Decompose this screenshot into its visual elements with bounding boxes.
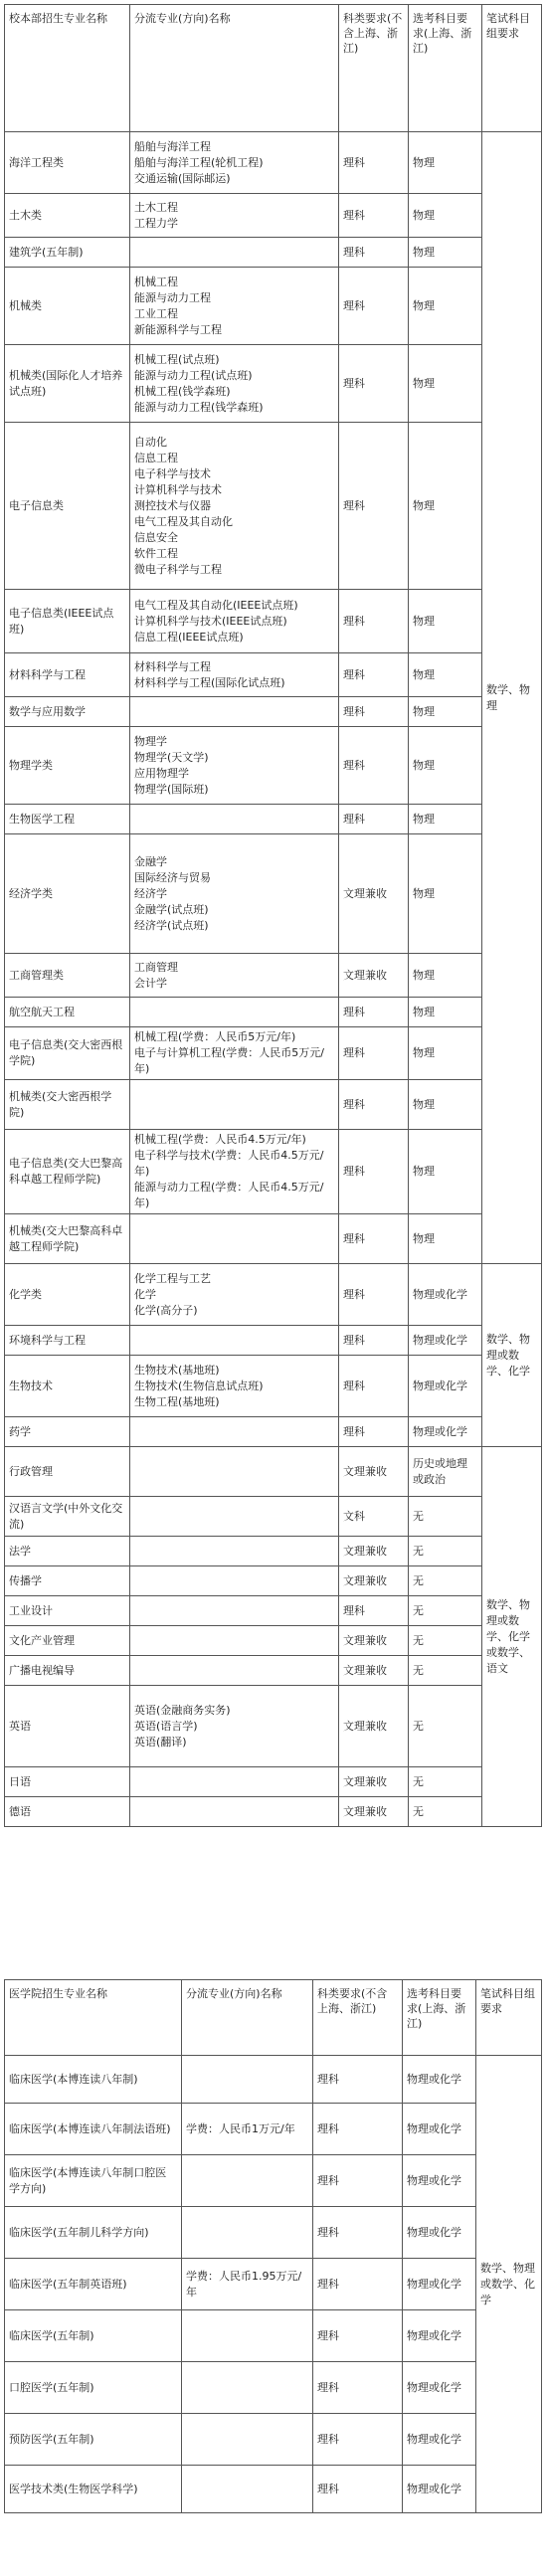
sub-major-item: 经济学 [134,886,167,900]
sub-majors [130,805,339,834]
major-name: 海洋工程类 [5,132,130,194]
category-requirement: 文理兼收 [339,1447,409,1497]
major-name: 建筑学(五年制) [5,238,130,268]
sub-majors [130,697,339,727]
table-row [5,1797,542,1827]
subject-requirement: 物理 [409,345,482,423]
sub-major-item: 工商管理 [134,960,178,974]
category-requirement: 理科 [313,2207,403,2259]
sub-majors [130,1264,339,1326]
sub-majors [130,132,339,194]
major-name: 传播学 [5,1566,130,1596]
major-name: 汉语言文学(中外文化交流) [5,1497,130,1537]
written-subject-group: 数学、物理或数学、化学 [482,1264,542,1447]
category-requirement: 理科 [339,1417,409,1447]
major-name: 电子信息类(交大密西根学院) [5,1027,130,1080]
major-name: 临床医学(五年制儿科学方向) [5,2207,182,2259]
table-row [5,1027,542,1080]
major-name: 化学类 [5,1264,130,1326]
sub-major-item: 材料科学与工程(国际化试点班) [134,675,285,689]
category-requirement: 理科 [339,268,409,345]
table-row [5,998,542,1027]
sub-majors [130,1356,339,1417]
sub-majors [130,954,339,998]
sub-major-item: 物理学(国际班) [134,782,209,796]
category-requirement: 理科 [339,998,409,1027]
table-row [5,1447,542,1497]
subject-requirement: 物理 [409,998,482,1027]
sub-majors [130,727,339,805]
subject-requirement: 物理 [409,834,482,954]
subject-requirement: 物理或化学 [403,2466,476,2513]
table-row [5,2259,542,2310]
sub-majors [130,1326,339,1356]
sub-major-item: 机械工程(试点班) [134,352,220,366]
major-name: 电子信息类(交大巴黎高科卓越工程师学院) [5,1130,130,1214]
sub-major-item: 微电子科学与工程 [134,562,222,576]
sub-major-item: 能源与动力工程(学费：人民币4.5万元/年) [134,1181,324,1209]
subject-requirement: 物理 [409,1027,482,1080]
table-row [5,1264,542,1326]
sub-major-item: 能源与动力工程(钱学森班) [134,400,264,414]
major-name: 日语 [5,1767,130,1797]
major-name: 土木类 [5,194,130,238]
subject-requirement: 物理 [409,132,482,194]
sub-majors [130,1497,339,1537]
major-name: 临床医学(五年制) [5,2310,182,2362]
table-row [5,2310,542,2362]
table-row [5,653,542,697]
category-requirement: 理科 [339,1264,409,1326]
table-header [5,1980,542,2056]
table-row [5,1356,542,1417]
subject-requirement: 物理或化学 [403,2155,476,2207]
sub-majors [130,998,339,1027]
major-name: 行政管理 [5,1447,130,1497]
sub-majors [130,1767,339,1797]
written-subject-group: 数学、物理 [482,132,542,1264]
table-row [5,423,542,590]
sub-majors [130,653,339,697]
subject-requirement: 物理或化学 [403,2056,476,2104]
category-requirement: 理科 [339,1356,409,1417]
sub-major-item: 交通运输(国际邮运) [134,171,231,185]
header-major: 医学院招生专业名称 [5,1980,182,2056]
subject-requirement: 物理 [409,1080,482,1130]
subject-requirement: 无 [409,1656,482,1686]
header-sub: 分流专业(方向)名称 [130,5,339,132]
subject-requirement: 物理或化学 [403,2362,476,2414]
category-requirement: 理科 [339,653,409,697]
category-requirement: 理科 [339,1130,409,1214]
subject-requirement: 历史或地理或政治 [409,1447,482,1497]
table-row [5,2362,542,2414]
sub-major-note [182,2310,313,2362]
category-requirement: 理科 [313,2155,403,2207]
category-requirement: 理科 [339,805,409,834]
subject-requirement: 无 [409,1596,482,1626]
table-row [5,805,542,834]
sub-major-item: 电子科学与技术 [134,466,211,480]
major-name: 工业设计 [5,1596,130,1626]
table-row [5,345,542,423]
table-row [5,1626,542,1656]
major-name: 材料科学与工程 [5,653,130,697]
table-row [5,1596,542,1626]
major-name: 预防医学(五年制) [5,2414,182,2466]
sub-majors [130,345,339,423]
sub-major-item: 测控技术与仪器 [134,498,211,512]
major-name: 临床医学(本博连读八年制口腔医学方向) [5,2155,182,2207]
subject-requirement: 物理或化学 [403,2310,476,2362]
major-name: 物理学类 [5,727,130,805]
sub-majors [130,1797,339,1827]
category-requirement: 理科 [339,697,409,727]
major-name: 临床医学(五年制英语班) [5,2259,182,2310]
category-requirement: 理科 [339,238,409,268]
table-row [5,2104,542,2155]
category-requirement: 理科 [339,1326,409,1356]
sub-major-item: 新能源科学与工程 [134,322,222,336]
table-row [5,132,542,194]
sub-majors [130,1566,339,1596]
sub-major-item: 化学 [134,1287,156,1301]
sub-majors [130,1686,339,1767]
header-major: 校本部招生专业名称 [5,5,130,132]
subject-requirement: 物理 [409,238,482,268]
major-name: 生物医学工程 [5,805,130,834]
major-name: 工商管理类 [5,954,130,998]
header-written: 笔试科目组要求 [476,1980,542,2056]
category-requirement: 文理兼收 [339,1626,409,1656]
sub-major-note: 学费：人民币1.95万元/年 [182,2259,313,2310]
subject-requirement: 无 [409,1566,482,1596]
sub-major-item: 物理学 [134,734,167,748]
category-requirement: 理科 [313,2310,403,2362]
table-row [5,1130,542,1214]
sub-majors [130,1656,339,1686]
sub-majors [130,1537,339,1566]
category-requirement: 理科 [313,2414,403,2466]
table-row [5,2414,542,2466]
table-row [5,727,542,805]
major-name: 药学 [5,1417,130,1447]
sub-majors [130,238,339,268]
category-requirement: 文理兼收 [339,954,409,998]
sub-major-item: 电子与计算机工程(学费：人民币5万元/年) [134,1046,324,1075]
category-requirement: 理科 [313,2104,403,2155]
subject-requirement: 物理 [409,805,482,834]
header-subject: 选考科目要求(上海、浙江) [409,5,482,132]
category-requirement: 理科 [339,132,409,194]
major-name: 生物技术 [5,1356,130,1417]
category-requirement: 理科 [339,194,409,238]
subject-requirement: 物理 [409,590,482,653]
table-row [5,1686,542,1767]
table-row [5,954,542,998]
major-name: 航空航天工程 [5,998,130,1027]
subject-requirement: 无 [409,1797,482,1827]
major-name: 经济学类 [5,834,130,954]
category-requirement: 理科 [313,2259,403,2310]
sub-major-item: 船舶与海洋工程 [134,139,211,153]
sub-major-item: 经济学(试点班) [134,918,209,932]
main-campus-table [4,4,542,1827]
major-name: 医学技术类(生物医学科学) [5,2466,182,2513]
sub-major-note [182,2414,313,2466]
table-row [5,1214,542,1264]
table-row [5,1080,542,1130]
sub-major-item: 生物技术(生物信息试点班) [134,1379,264,1392]
table-row [5,1767,542,1797]
sub-major-item: 化学工程与工艺 [134,1271,211,1285]
sub-majors [130,1626,339,1656]
sub-majors [130,1214,339,1264]
subject-requirement: 无 [409,1497,482,1537]
category-requirement: 理科 [313,2466,403,2513]
table-row [5,268,542,345]
sub-major-item: 土木工程 [134,200,178,214]
sub-major-item: 金融学 [134,854,167,868]
sub-major-item: 电气工程及其自动化(IEEE试点班) [134,598,298,612]
sub-major-item: 信息安全 [134,530,178,544]
subject-requirement: 物理或化学 [403,2414,476,2466]
category-requirement: 理科 [339,1596,409,1626]
category-requirement: 理科 [339,345,409,423]
written-subject-group: 数学、物理或数学、化学或数学、语文 [482,1447,542,1827]
sub-major-item: 英语(语言学) [134,1719,198,1733]
table-row [5,1656,542,1686]
sub-major-note [182,2155,313,2207]
sub-major-item: 国际经济与贸易 [134,870,211,884]
sub-majors [130,194,339,238]
category-requirement: 文理兼收 [339,834,409,954]
header-sub: 分流专业(方向)名称 [182,1980,313,2056]
sub-major-note [182,2056,313,2104]
sub-major-item: 机械工程(钱学森班) [134,384,231,398]
category-requirement: 理科 [339,423,409,590]
table-row [5,834,542,954]
table-row [5,2056,542,2104]
category-requirement: 理科 [339,1214,409,1264]
major-name: 德语 [5,1797,130,1827]
subject-requirement: 物理或化学 [409,1326,482,1356]
table-row [5,697,542,727]
sub-major-item: 电子科学与技术(学费：人民币4.5万元/年) [134,1149,324,1178]
major-name: 临床医学(本博连读八年制法语班) [5,2104,182,2155]
sub-majors [130,834,339,954]
category-requirement: 理科 [339,1080,409,1130]
subject-requirement: 物理 [409,1214,482,1264]
sub-major-item: 能源与动力工程 [134,290,211,304]
table-row [5,1326,542,1356]
subject-requirement: 物理 [409,423,482,590]
table-row [5,194,542,238]
sub-majors [130,1417,339,1447]
table-row [5,590,542,653]
subject-requirement: 物理 [409,268,482,345]
sub-major-item: 计算机科学与技术(IEEE试点班) [134,614,287,628]
subject-requirement: 物理或化学 [403,2207,476,2259]
sub-majors [130,268,339,345]
header-category: 科类要求(不含上海、浙江) [339,5,409,132]
major-name: 广播电视编导 [5,1656,130,1686]
subject-requirement: 物理或化学 [403,2104,476,2155]
table-header [5,5,542,132]
major-name: 电子信息类(IEEE试点班) [5,590,130,653]
category-requirement: 理科 [313,2362,403,2414]
sub-major-item: 化学(高分子) [134,1303,198,1317]
subject-requirement: 无 [409,1626,482,1656]
sub-major-item: 物理学(天文学) [134,750,209,764]
subject-requirement: 物理或化学 [409,1356,482,1417]
sub-major-item: 生物工程(基地班) [134,1394,220,1408]
major-name: 机械类 [5,268,130,345]
category-requirement: 理科 [339,1027,409,1080]
major-name: 文化产业管理 [5,1626,130,1656]
sub-major-note [182,2207,313,2259]
subject-requirement: 物理或化学 [409,1417,482,1447]
table-row [5,238,542,268]
subject-requirement: 无 [409,1537,482,1566]
major-name: 电子信息类 [5,423,130,590]
header-subject: 选考科目要求(上海、浙江) [403,1980,476,2056]
major-name: 机械类(国际化人才培养试点班) [5,345,130,423]
sub-major-item: 船舶与海洋工程(轮机工程) [134,155,264,169]
sub-major-item: 会计学 [134,976,167,990]
sub-major-note [182,2362,313,2414]
subject-requirement: 物理或化学 [409,1264,482,1326]
subject-requirement: 物理 [409,194,482,238]
category-requirement: 文理兼收 [339,1537,409,1566]
sub-major-item: 软件工程 [134,546,178,560]
table-row [5,1497,542,1537]
sub-major-item: 工程力学 [134,216,178,230]
major-name: 口腔医学(五年制) [5,2362,182,2414]
sub-major-item: 材料科学与工程 [134,659,211,673]
table-row [5,1566,542,1596]
subject-requirement: 无 [409,1767,482,1797]
subject-requirement: 无 [409,1686,482,1767]
sub-majors [130,423,339,590]
subject-requirement: 物理 [409,954,482,998]
major-name: 数学与应用数学 [5,697,130,727]
header-written: 笔试科目组要求 [482,5,542,132]
sub-major-item: 电气工程及其自动化 [134,514,233,528]
category-requirement: 文理兼收 [339,1686,409,1767]
category-requirement: 文理兼收 [339,1767,409,1797]
table-row [5,2466,542,2513]
sub-majors [130,1596,339,1626]
subject-requirement: 物理 [409,653,482,697]
sub-major-item: 工业工程 [134,306,178,320]
category-requirement: 文理兼收 [339,1656,409,1686]
sub-majors [130,1027,339,1080]
major-name: 环境科学与工程 [5,1326,130,1356]
sub-major-item: 机械工程(学费：人民币4.5万元/年) [134,1133,306,1146]
sub-major-item: 应用物理学 [134,766,189,780]
major-name: 英语 [5,1686,130,1767]
sub-majors [130,1447,339,1497]
major-name: 机械类(交大密西根学院) [5,1080,130,1130]
table-row [5,2155,542,2207]
sub-major-item: 英语(金融商务实务) [134,1703,231,1717]
sub-major-item: 自动化 [134,435,167,449]
sub-major-item: 生物技术(基地班) [134,1363,220,1377]
category-requirement: 理科 [339,727,409,805]
table-row [5,2207,542,2259]
table-row [5,1537,542,1566]
sub-major-item: 金融学(试点班) [134,902,209,916]
category-requirement: 文科 [339,1497,409,1537]
sub-major-item: 机械工程 [134,275,178,288]
header-category: 科类要求(不含上海、浙江) [313,1980,403,2056]
sub-majors [130,590,339,653]
category-requirement: 理科 [313,2056,403,2104]
sub-majors [130,1080,339,1130]
major-name: 机械类(交大巴黎高科卓越工程师学院) [5,1214,130,1264]
sub-major-item: 机械工程(学费：人民币5万元/年) [134,1030,296,1043]
sub-major-item: 能源与动力工程(试点班) [134,368,253,382]
sub-major-item: 信息工程 [134,451,178,464]
sub-majors [130,1130,339,1214]
sub-major-item: 计算机科学与技术 [134,482,222,496]
major-name: 临床医学(本博连读八年制) [5,2056,182,2104]
category-requirement: 理科 [339,590,409,653]
subject-requirement: 物理或化学 [403,2259,476,2310]
subject-requirement: 物理 [409,727,482,805]
category-requirement: 文理兼收 [339,1797,409,1827]
subject-requirement: 物理 [409,697,482,727]
major-name: 法学 [5,1537,130,1566]
sub-major-item: 信息工程(IEEE试点班) [134,630,244,644]
written-subject-group: 数学、物理或数学、化学 [476,2056,542,2513]
medical-school-table [4,1979,542,2513]
sub-major-note [182,2466,313,2513]
category-requirement: 文理兼收 [339,1566,409,1596]
subject-requirement: 物理 [409,1130,482,1214]
sub-major-item: 英语(翻译) [134,1735,187,1748]
table-row [5,1417,542,1447]
sub-major-note: 学费：人民币1万元/年 [182,2104,313,2155]
